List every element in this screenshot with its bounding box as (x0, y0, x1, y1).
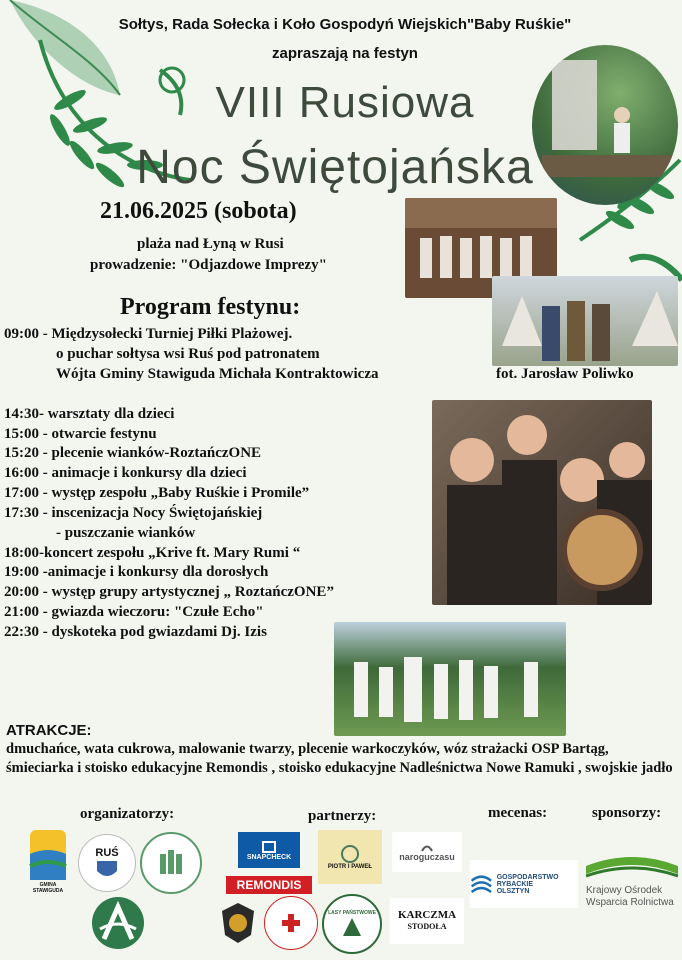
rus-village-logo (78, 834, 136, 892)
gmina-logo-text: GMINA STAWIGUDA (32, 882, 64, 894)
sponsors-label: sponsorzy: (592, 805, 662, 821)
band-photo (432, 400, 652, 605)
kowr-logo-text-line1: Krajowy Ośrodek (586, 885, 663, 896)
program-item: 17:30 - inscenizacja Nocy Świętojańskiej (4, 505, 263, 521)
event-venue: plaża nad Łyną w Rusi (137, 236, 284, 252)
event-date: 21.06.2025 (sobota) (100, 198, 297, 224)
program-title: Program festynu: (120, 294, 301, 320)
gmina-stawiguda-logo (26, 828, 70, 894)
program-morning-line: 09:00 - Międzysołecki Turniej Piłki Plażowej. (4, 326, 293, 342)
gospodarstwo-logo-subtext: OLSZTYN (496, 887, 530, 895)
program-item: 15:20 - plecenie wianków-RoztańczONE (4, 445, 262, 461)
gospodarstwo-rybackie-logo (470, 860, 578, 908)
kowr-logo (586, 852, 678, 912)
program-item: 18:00-koncert zespołu „Krive ft. Mary Rumi “ (4, 545, 301, 561)
karczma-logo-subtext: STODOŁA (407, 922, 447, 931)
kgw-baby-ruskie-logo (140, 832, 202, 894)
organizer-invitation-line: Sołtys, Rada Sołecka i Koło Gospodyń Wiejskich"Baby Ruśkie" (118, 16, 572, 33)
karczma-logo-text: KARCZMA (397, 909, 457, 921)
program-item: 19:00 -animacje i konkursy dla dorosłych (4, 564, 269, 580)
dancers-photo (334, 622, 566, 736)
attractions-title: ATRAKCJE: (6, 722, 92, 739)
naroguczasu-logo (392, 832, 462, 872)
photo-credit: fot. Jarosław Poliwko (496, 366, 634, 382)
snapcheck-logo-text: SNAPCHECK (246, 853, 292, 861)
river-raft-photo (532, 45, 678, 205)
program-item: 20:00 - występ grupy artystycznej „ RoztańczONE” (4, 584, 334, 600)
organizers-label: organizatorzy: (80, 806, 175, 822)
rus-logo-text: RUŚ (95, 847, 119, 859)
karczma-stodola-logo (390, 898, 464, 944)
naroguczasu-logo-text: naroguczasu (399, 852, 455, 862)
piotr-i-pawel-logo (318, 830, 382, 884)
event-title-line2: Noc Świętojańska (136, 141, 534, 194)
program-item: 21:00 - gwiazda wieczoru: "Czułe Echo" (4, 604, 264, 620)
program-item: 22:30 - dyskoteka pod gwiazdami Dj. Izis (4, 624, 267, 640)
piotr-logo-text: PIOTR I PAWEŁ (327, 864, 373, 870)
event-host: prowadzenie: "Odjazdowe Imprezy" (90, 257, 327, 273)
program-item: 16:00 - animacje i konkursy dla dzieci (4, 465, 247, 481)
kowr-logo-text-line2: Wsparcia Rolnictwa (586, 897, 674, 908)
event-title-line1: VIII Rusiowa (215, 78, 475, 127)
program-item: 17:00 - występ zespołu „Baby Ruśkie i Promile” (4, 485, 310, 501)
partners-label: partnerzy: (308, 808, 377, 824)
fire-brigade-logo (214, 898, 262, 948)
program-item: - puszczanie wianków (56, 525, 196, 541)
program-morning-line: o puchar sołtysa wsi Ruś pod patronatem (56, 346, 320, 362)
lasy-panstwowe-logo (322, 894, 382, 954)
program-item: 14:30- warsztaty dla dzieci (4, 406, 175, 422)
program-morning-line: Wójta Gminy Stawiguda Michała Kontraktowicza (56, 366, 379, 382)
program-item: 15:00 - otwarcie festynu (4, 426, 157, 442)
remondis-logo (226, 876, 312, 894)
gospodarstwo-logo-text: GOSPODARSTWO RYBACKIE (496, 873, 559, 888)
invitation-subline: zapraszają na festyn (272, 45, 418, 62)
medieval-camp-photo (492, 276, 678, 366)
snapcheck-logo (238, 832, 300, 868)
patron-label: mecenas: (488, 805, 548, 821)
lasy-logo-text: LASY PAŃSTWOWE (328, 910, 376, 916)
remondis-logo-text: REMONDIS (236, 878, 302, 892)
attractions-text: dmuchańce, wata cukrowa, malowanie twarzy, plecenie warkoczyków, wóz strażacki OSP Bartąg, śmieciarka i stoisko edukacyjne Remondis , stoisko edukacyjne Nadleśnictwa Nowe Ramuki , swojskie jadło (6, 741, 673, 776)
emergency-service-logo (264, 896, 318, 950)
organizer-a-logo (80, 895, 156, 951)
